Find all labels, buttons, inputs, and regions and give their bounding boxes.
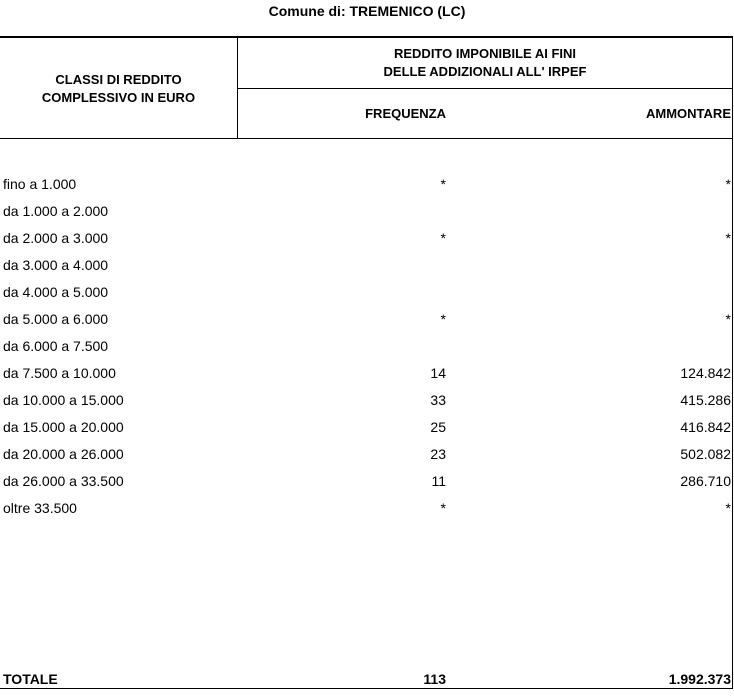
table-row	[0, 365, 734, 392]
total-row	[0, 671, 734, 698]
income-class-cell: da 20.000 a 26.000	[3, 446, 124, 462]
table-row	[0, 203, 734, 230]
amount-header: AMMONTARE	[646, 106, 731, 121]
income-class-cell: da 3.000 a 4.000	[3, 257, 109, 273]
income-class-cell: da 2.000 a 3.000	[3, 230, 109, 246]
income-class-cell: fino a 1.000	[3, 176, 77, 192]
table-row	[0, 392, 734, 419]
table-row	[0, 176, 734, 203]
table-top-border	[0, 36, 733, 38]
frequency-cell: 33	[430, 392, 446, 408]
frequency-cell: 25	[430, 419, 446, 435]
frequency-cell: *	[440, 230, 446, 246]
income-class-cell: da 7.500 a 10.000	[3, 365, 116, 381]
frequency-cell: *	[440, 500, 446, 516]
frequency-cell: *	[440, 176, 446, 192]
header-bottom-border	[0, 138, 733, 139]
page-title: Comune di: TREMENICO (LC)	[268, 3, 466, 19]
classes-header-line1: CLASSI DI REDDITO	[55, 72, 182, 87]
classes-header-line2: COMPLESSIVO IN EURO	[41, 90, 196, 105]
table-row	[0, 230, 734, 257]
table-row	[0, 284, 734, 311]
amount-cell: 416.842	[680, 419, 731, 435]
amount-cell: 286.710	[680, 473, 731, 489]
classes-header	[0, 71, 237, 107]
amount-cell: 124.842	[680, 365, 731, 381]
header-group-divider	[237, 88, 733, 89]
total-frequency: 113	[423, 671, 446, 687]
amount-cell: 415.286	[680, 392, 731, 408]
amount-cell: *	[725, 176, 731, 192]
frequency-cell: 11	[431, 473, 446, 489]
amount-cell: *	[725, 230, 731, 246]
table-row	[0, 311, 734, 338]
total-label: TOTALE	[3, 671, 58, 687]
amount-cell: *	[725, 500, 731, 516]
income-class-cell: da 1.000 a 2.000	[3, 203, 109, 219]
income-group-header-line1: REDDITO IMPONIBILE AI FINI	[393, 46, 576, 61]
income-group-header-line2: DELLE ADDIZIONALI ALL' IRPEF	[383, 64, 587, 79]
table-row	[0, 257, 734, 284]
table-row	[0, 500, 734, 527]
frequency-cell: 23	[430, 446, 446, 462]
amount-cell: 502.082	[680, 446, 731, 462]
income-class-cell: oltre 33.500	[3, 500, 77, 516]
income-class-cell: da 6.000 a 7.500	[3, 338, 109, 354]
income-group-header	[238, 45, 732, 81]
table-row	[0, 338, 734, 365]
table-row	[0, 473, 734, 500]
frequency-cell: *	[440, 311, 446, 327]
frequency-cell: 14	[430, 365, 446, 381]
frequency-header: FREQUENZA	[365, 106, 446, 121]
amount-cell: *	[725, 311, 731, 327]
income-class-cell: da 15.000 a 20.000	[3, 419, 124, 435]
income-class-cell: da 5.000 a 6.000	[3, 311, 109, 327]
income-class-cell: da 4.000 a 5.000	[3, 284, 109, 300]
income-class-cell: da 10.000 a 15.000	[3, 392, 124, 408]
table-row	[0, 446, 734, 473]
income-class-cell: da 26.000 a 33.500	[3, 473, 124, 489]
table-row	[0, 419, 734, 446]
total-amount: 1.992.373	[668, 671, 731, 687]
